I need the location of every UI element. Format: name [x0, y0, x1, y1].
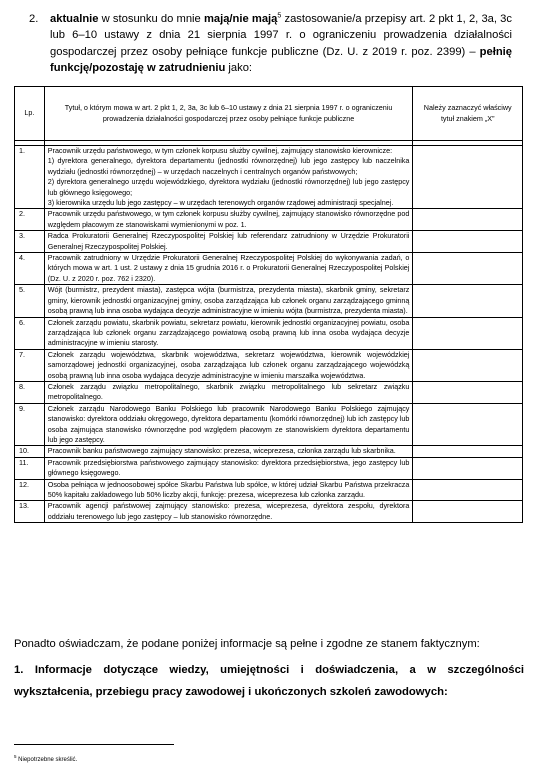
- mark-cell[interactable]: [413, 381, 523, 403]
- header-mark: Należy zaznaczyć właściwy tytuł znakiem „X”: [413, 87, 523, 141]
- row-description: Radca Prokuratorii Generalnej Rzeczypospolitej Polskiej lub referendarz zatrudniony w Urzędzie Prokuratorii Generalnej Rzeczypospolitej Polskiej.: [44, 231, 413, 253]
- row-description: Członek zarządu związku metropolitalnego, skarbnik związku metropolitalnego lub sekretarz związku metropolitalnego.: [44, 381, 413, 403]
- table-row: [15, 457, 523, 479]
- mark-cell[interactable]: [413, 501, 523, 523]
- footnote-divider: [14, 744, 174, 745]
- row-number: 1.: [15, 146, 45, 209]
- header-lp: Lp.: [15, 87, 45, 141]
- bold-maja: mają/nie mają: [203, 13, 278, 25]
- mark-cell[interactable]: [413, 209, 523, 231]
- table-row: [15, 446, 523, 457]
- table-row: [15, 253, 523, 285]
- row-number: 2.: [15, 209, 45, 231]
- table-row: [15, 501, 523, 523]
- table-row: [15, 317, 523, 349]
- row-description: Członek zarządu powiatu, skarbnik powiatu, sekretarz powiatu, kierownik jednostki organizacyjnej powiatu, osoba zarządzająca lub członek organu zarządzającego powiatową osobą prawną lub inna osoba wydająca decyzje administracyjne w imieniu starosty.: [44, 317, 413, 349]
- row-description: Pracownik urzędu państwowego, w tym członek korpusu służby cywilnej, zajmujący stanowisko równorzędne pod względem płacowym ze stanowiskami wymienionymi w poz. 1.: [44, 209, 413, 231]
- row-number: 3.: [15, 231, 45, 253]
- row-description: Pracownik banku państwowego zajmujący stanowisko: prezesa, wiceprezesa, członka zarządu lub skarbnika.: [44, 446, 413, 457]
- intro-text: [50, 11, 512, 77]
- row-description: Pracownik przedsiębiorstwa państwowego zajmujący stanowisko: dyrektora przedsiębiorstwa, jego zastępcy lub głównego księgowego.: [44, 457, 413, 479]
- table-row: [15, 403, 523, 446]
- row-description: Wójt (burmistrz, prezydent miasta), zastępca wójta (burmistrza, prezydenta miasta), skarbnik gminy, sekretarz gminy, kierownik jednostki organizacyjnej gminy, osoba zarządzająca lub członek organu zarządzającego gminną osobą prawną lub inna osoba wydająca decyzje administracyjne w imieniu wójta (burmistrza, prezydenta miasta).: [44, 285, 413, 317]
- row-description: Członek zarządu Narodowego Banku Polskiego lub pracownik Narodowego Banku Polskiego zajmujący stanowisko: dyrektora oddziału okręgowego, dyrektora departamentu (komórki równorzędnej) lub ich zastępcy lub osoba zajmująca stanowisko równorzędne pod względem płacowym ze stanowiskiem dyrektora departamentu lub jego zastępcy.: [44, 403, 413, 446]
- table-row: [15, 209, 523, 231]
- mark-cell[interactable]: [413, 403, 523, 446]
- row-number: 12.: [15, 479, 45, 501]
- row-number: 4.: [15, 253, 45, 285]
- table-header-row: [15, 87, 523, 141]
- mark-cell[interactable]: [413, 253, 523, 285]
- row-description: Pracownik agencji państwowej zajmujący stanowisko: prezesa, wiceprezesa, dyrektora zespołu, dyrektora oddziału terenowego lub jego zastępcy – lub stanowisko równorzędne.: [44, 501, 413, 523]
- outro-section: [14, 637, 524, 698]
- table-row: [15, 146, 523, 209]
- row-number: 11.: [15, 457, 45, 479]
- row-description: Członek zarządu województwa, skarbnik województwa, sekretarz województwa, kierownik wojewódzkiej samorządowej jednostki organizacyjnej, osoba zarządzająca lub członek organu zarządzającego wojewódzką osobą prawną lub inna osoba wydająca decyzje administracyjne w imieniu marszałka województwa.: [44, 349, 413, 381]
- row-number: 6.: [15, 317, 45, 349]
- table-row: [15, 231, 523, 253]
- mark-cell[interactable]: [413, 479, 523, 501]
- mark-cell[interactable]: [413, 457, 523, 479]
- row-description: Pracownik zatrudniony w Urzędzie Prokuratorii Generalnej Rzeczypospolitej Polskiej do wykonywania zadań, o których mowa w art. 1 ust. 2 ustawy z dnia 15 grudnia 2016 r. o Prokuratorii Generalnej Rzeczypospolitej Polskiej (Dz. U. z 2020 r. poz. 762 i 2320).: [44, 253, 413, 285]
- header-title: Tytuł, o którym mowa w art. 2 pkt 1, 2, 3a, 3c lub 6–10 ustawy z dnia 21 sierpnia 1997 r. o ograniczeniu prowadzenia działalności gospodarczej przez osoby pełniące funkcje publiczne: [44, 87, 413, 141]
- bold-aktualnie: aktualnie: [50, 13, 99, 25]
- row-line: 1) dyrektora generalnego, dyrektora departamentu (jednostki równorzędnej) lub jego zastępcy lub naczelnika wydziału (jednostki równorzędnej) – w urzędach naczelnych i centralnych organów państwowych;: [47, 156, 410, 176]
- row-description: Osoba pełniąca w jednoosobowej spółce Skarbu Państwa lub spółce, w której udział Skarbu Państwa przekracza 50% kapitału zakładowego lub 50% liczby akcji, funkcję: prezesa, wiceprezesa lub członka zarządu.: [44, 479, 413, 501]
- row-line: Pracownik urzędu państwowego, w tym członek korpusu służby cywilnej, zajmujący stanowisko kierownicze:: [47, 146, 393, 155]
- bold-pelnie: pełnię funkcję/pozostaję w zatrudnieniu: [50, 45, 512, 75]
- table-row: [15, 349, 523, 381]
- mark-cell[interactable]: [413, 349, 523, 381]
- footnote-text: Niepotrzebne skreślić.: [16, 757, 78, 763]
- row-line: 3) kierownika urzędu lub jego zastępcy – w urzędach terenowych organów rządowej administracji specjalnej.: [47, 198, 394, 208]
- mark-cell[interactable]: [413, 146, 523, 209]
- row-number: 10.: [15, 446, 45, 457]
- footnote: [14, 754, 77, 763]
- mark-cell[interactable]: [413, 317, 523, 349]
- table-row: [15, 381, 523, 403]
- mark-cell[interactable]: [413, 446, 523, 457]
- row-number: 8.: [15, 381, 45, 403]
- mark-cell[interactable]: [413, 231, 523, 253]
- declaration-text: Ponadto oświadczam, że podane poniżej informacje są pełne i zgodne ze stanem faktycznym:: [14, 638, 480, 650]
- table-row: [15, 479, 523, 501]
- row-number: 13.: [15, 501, 45, 523]
- intro-text-2: zastosowanie/a przepisy art. 2 pkt 1, 2, 3a, 3c lub 6–10 ustawy z dnia 21 sierpnia 1997 r. o ograniczeniu prowadzenia działalności gospodarczej przez osoby pełniące funkcje publiczne (Dz. U. z 2019 r. poz. 2399) –: [50, 13, 512, 58]
- intro-text-1: w stosunku do mnie: [98, 13, 204, 25]
- intro-text-3: jako:: [225, 62, 253, 75]
- row-description: [44, 146, 413, 209]
- section-heading: 1. Informacje dotyczące wiedzy, umiejętności i doświadczenia, a w szczególności wykształcenia, przebiegu pracy zawodowej i ukończonych szkoleń zawodowych:: [14, 664, 524, 698]
- row-number: 9.: [15, 403, 45, 446]
- row-line: 2) dyrektora generalnego urzędu wojewódzkiego, dyrektora wydziału (jednostki równorzędnej) lub jego zastępcy lub głównego księgowego;: [47, 177, 410, 197]
- row-number: 7.: [15, 349, 45, 381]
- intro-paragraph: [29, 11, 512, 77]
- row-number: 5.: [15, 285, 45, 317]
- mark-cell[interactable]: [413, 285, 523, 317]
- functions-table: [14, 86, 523, 523]
- footnote-ref: 5: [277, 12, 282, 20]
- footnote-number: 5: [14, 754, 17, 759]
- table-row: [15, 285, 523, 317]
- item-number: 2.: [29, 13, 39, 25]
